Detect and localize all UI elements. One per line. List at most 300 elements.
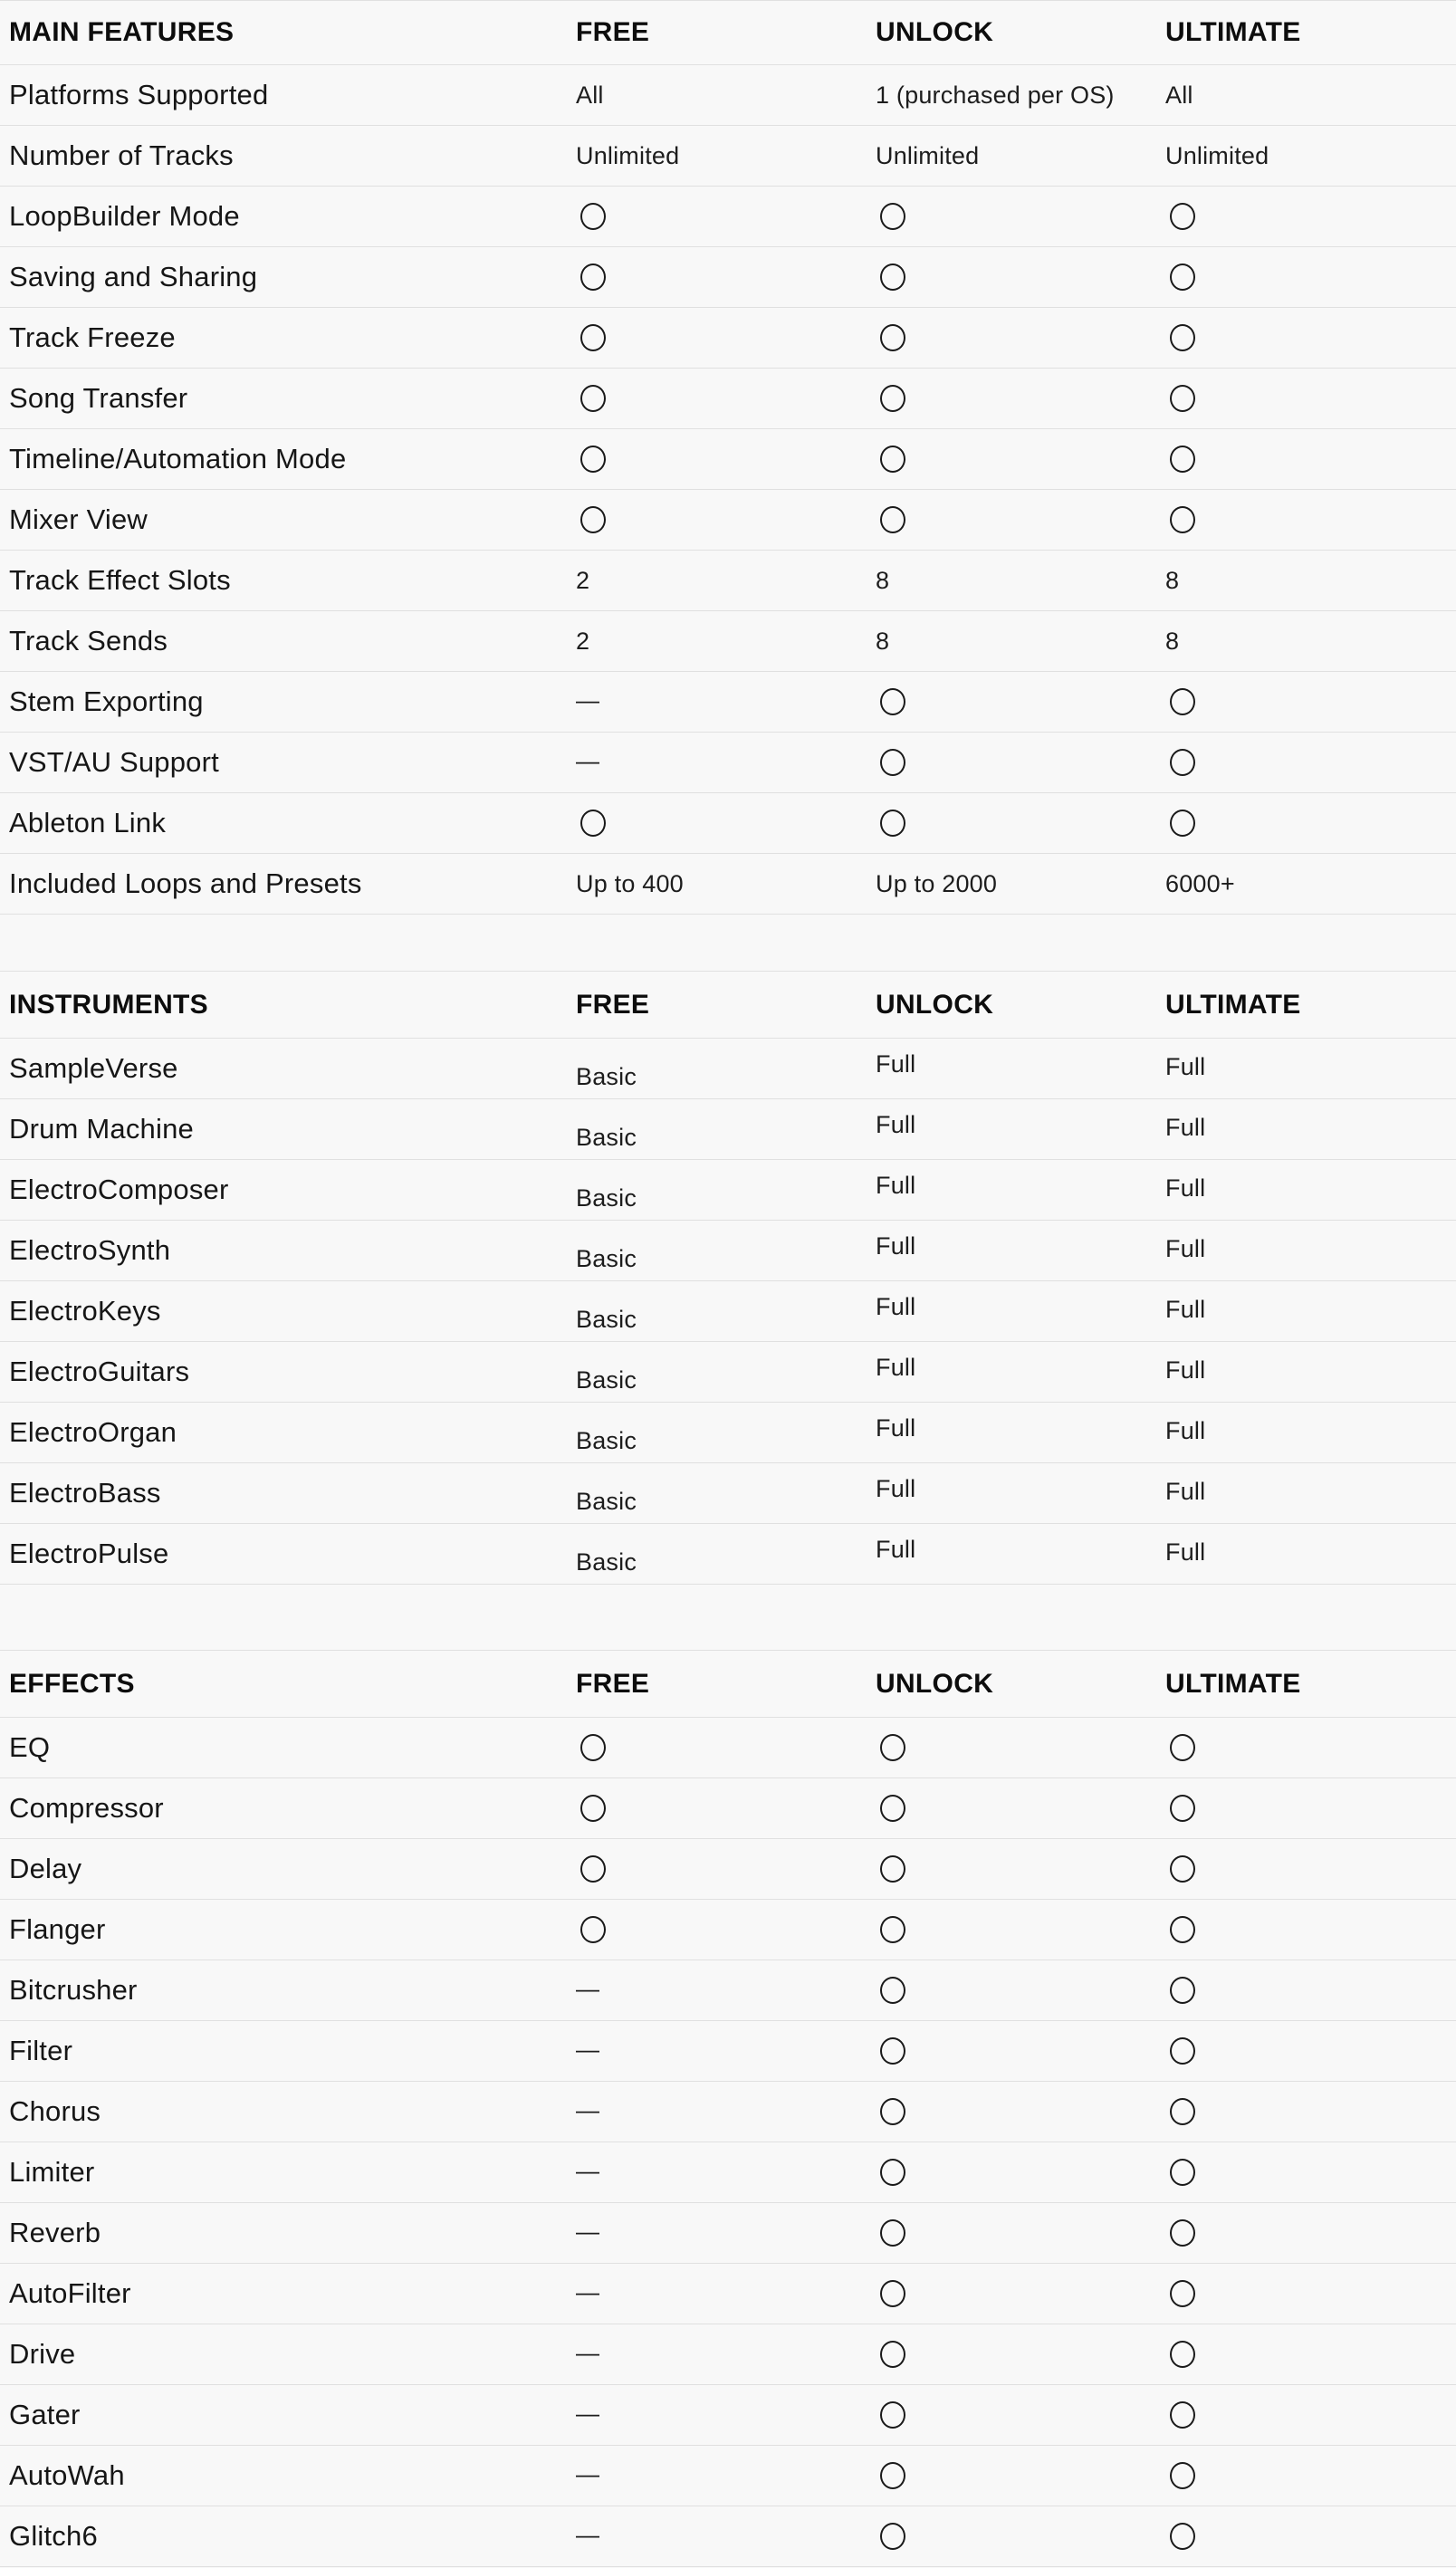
feature-label-cell <box>0 2217 572 2249</box>
feature-value-cell <box>1162 628 1456 656</box>
included-circle-icon <box>1170 264 1195 291</box>
feature-value-cell <box>572 2095 872 2126</box>
feature-label-cell <box>0 807 572 839</box>
column-header-cell <box>872 990 1162 1020</box>
feature-value-cell <box>872 385 1162 412</box>
feature-value-cell <box>872 81 1162 110</box>
feature-row <box>0 551 1456 611</box>
feature-label-cell <box>0 2095 572 2128</box>
feature-label-cell <box>0 2338 572 2371</box>
feature-label: Saving and Sharing <box>9 261 258 292</box>
included-circle-icon <box>1170 749 1195 776</box>
included-circle-icon <box>880 2219 905 2247</box>
feature-value-cell <box>872 1734 1162 1761</box>
feature-value-cell <box>572 2156 872 2187</box>
included-circle-icon <box>1170 506 1195 533</box>
feature-value-cell <box>572 2520 872 2551</box>
included-circle-icon <box>1170 2098 1195 2125</box>
included-circle-icon <box>1170 2219 1195 2247</box>
feature-value-text: Basic <box>576 1487 637 1515</box>
feature-value-cell <box>572 2338 872 2369</box>
included-circle-icon <box>580 385 606 412</box>
feature-row <box>0 1281 1456 1342</box>
feature-value-cell <box>1162 1477 1456 1508</box>
feature-value-text: Unlimited <box>1165 141 1269 169</box>
included-circle-icon <box>880 2523 905 2550</box>
not-included-dash-icon: — <box>576 746 599 774</box>
feature-value-cell <box>872 1795 1162 1822</box>
included-circle-icon <box>1170 324 1195 351</box>
feature-label-cell <box>0 1731 572 1764</box>
feature-value-cell <box>1162 1176 1456 1204</box>
feature-row <box>0 2324 1456 2385</box>
not-included-dash-icon: — <box>576 2277 599 2305</box>
feature-value-text: Full <box>1165 1477 1206 1505</box>
section-title: MAIN FEATURES <box>9 17 235 47</box>
feature-value-cell <box>1162 1052 1456 1083</box>
feature-value-cell <box>1162 688 1456 715</box>
feature-label: Limiter <box>9 2156 95 2188</box>
feature-value-cell <box>872 2159 1162 2186</box>
section-effects <box>0 1650 1456 2567</box>
not-included-dash-icon: — <box>576 2338 599 2366</box>
feature-value-cell <box>572 1916 872 1943</box>
feature-value-text: Full <box>876 1171 916 1199</box>
section-gap <box>0 1585 1456 1650</box>
feature-value-cell <box>872 1413 1162 1447</box>
included-circle-icon <box>1170 2280 1195 2307</box>
included-circle-icon <box>580 1916 606 1943</box>
feature-row <box>0 733 1456 793</box>
feature-row <box>0 1221 1456 1281</box>
column-header-ultimate: ULTIMATE <box>1165 989 1301 1020</box>
feature-value-cell <box>1162 506 1456 533</box>
feature-label: Track Freeze <box>9 321 176 353</box>
feature-value-cell <box>572 142 872 170</box>
feature-label: Glitch6 <box>9 2520 98 2552</box>
feature-value-cell <box>872 2219 1162 2247</box>
feature-row <box>0 308 1456 369</box>
feature-value-cell <box>872 446 1162 473</box>
included-circle-icon <box>880 688 905 715</box>
feature-value-cell <box>872 2280 1162 2307</box>
feature-value-text: Basic <box>576 1123 637 1151</box>
feature-value-cell <box>572 2037 872 2065</box>
not-included-dash-icon: — <box>576 2459 599 2487</box>
feature-value-cell <box>1162 2098 1456 2125</box>
feature-label: Ableton Link <box>9 807 167 838</box>
included-circle-icon <box>880 1795 905 1822</box>
feature-label-cell <box>0 1356 572 1388</box>
feature-value-text: 2 <box>576 627 590 655</box>
column-header-cell <box>1162 990 1456 1020</box>
feature-value-cell <box>1162 2219 1456 2247</box>
feature-label-cell <box>0 1974 572 2007</box>
feature-value-cell <box>1162 1540 1456 1568</box>
feature-row <box>0 65 1456 126</box>
feature-value-cell <box>1162 446 1456 473</box>
not-included-dash-icon: — <box>576 2095 599 2123</box>
feature-value-cell <box>572 1540 872 1576</box>
feature-value-text: Basic <box>576 1062 637 1090</box>
included-circle-icon <box>1170 385 1195 412</box>
feature-value-text: Basic <box>576 1548 637 1576</box>
feature-label-cell <box>0 2277 572 2310</box>
feature-row <box>0 1099 1456 1160</box>
feature-value-cell <box>872 688 1162 715</box>
feature-value-cell <box>1162 1234 1456 1265</box>
feature-value-cell <box>1162 2401 1456 2429</box>
feature-value-cell <box>872 2523 1162 2550</box>
included-circle-icon <box>880 264 905 291</box>
feature-row <box>0 2021 1456 2082</box>
feature-label-cell <box>0 2035 572 2067</box>
feature-value-text: 6000+ <box>1165 869 1235 897</box>
feature-value-cell <box>872 2341 1162 2368</box>
feature-value-cell <box>1162 264 1456 291</box>
included-circle-icon <box>1170 1855 1195 1883</box>
feature-value-cell <box>572 567 872 595</box>
feature-label-cell <box>0 1853 572 1885</box>
feature-label: LoopBuilder Mode <box>9 200 240 232</box>
feature-value-text: Full <box>1165 1295 1206 1323</box>
feature-label-cell <box>0 382 572 415</box>
included-circle-icon <box>1170 1795 1195 1822</box>
column-header-unlock: UNLOCK <box>876 989 994 1020</box>
included-circle-icon <box>580 324 606 351</box>
feature-row <box>0 672 1456 733</box>
feature-label-cell <box>0 503 572 536</box>
not-included-dash-icon: — <box>576 2035 599 2063</box>
feature-label: ElectroGuitars <box>9 1356 190 1387</box>
column-header-cell <box>872 17 1162 48</box>
feature-row <box>0 126 1456 187</box>
feature-value-text: Unlimited <box>876 141 980 169</box>
section-gap <box>0 915 1456 971</box>
included-circle-icon <box>580 203 606 230</box>
feature-label: Number of Tracks <box>9 139 234 171</box>
feature-value-text: Full <box>876 1535 916 1563</box>
feature-value-text: Basic <box>576 1183 637 1212</box>
feature-value-cell <box>1162 1113 1456 1144</box>
feature-row <box>0 611 1456 672</box>
feature-value-cell <box>1162 1977 1456 2004</box>
feature-label: Track Effect Slots <box>9 564 231 596</box>
feature-label-cell <box>0 1234 572 1267</box>
feature-row <box>0 1342 1456 1403</box>
feature-value-cell <box>872 1977 1162 2004</box>
feature-value-cell <box>872 1231 1162 1265</box>
feature-value-cell <box>872 2462 1162 2489</box>
feature-value-cell <box>1162 2159 1456 2186</box>
section-header-row <box>0 971 1456 1039</box>
feature-value-text: 8 <box>1165 566 1180 594</box>
feature-label-cell <box>0 1416 572 1449</box>
feature-value-text: All <box>576 81 604 109</box>
feature-label-cell <box>0 1538 572 1570</box>
feature-label: ElectroKeys <box>9 1295 161 1327</box>
included-circle-icon <box>580 810 606 837</box>
feature-label-cell <box>0 564 572 597</box>
feature-row <box>0 1960 1456 2021</box>
included-circle-icon <box>880 2341 905 2368</box>
feature-value-text: Full <box>1165 1356 1206 1384</box>
included-circle-icon <box>880 2401 905 2429</box>
feature-row <box>0 369 1456 429</box>
feature-value-cell <box>1162 749 1456 776</box>
column-header-cell <box>872 1669 1162 1700</box>
feature-row <box>0 2203 1456 2264</box>
column-header-cell <box>1162 17 1456 48</box>
feature-row <box>0 2264 1456 2324</box>
feature-value-text: Full <box>1165 1416 1206 1444</box>
feature-row <box>0 793 1456 854</box>
column-header-free: FREE <box>576 989 650 1020</box>
feature-value-cell <box>872 1855 1162 1883</box>
feature-value-text: 8 <box>876 627 890 655</box>
feature-value-text: Up to 400 <box>576 869 684 897</box>
feature-label-cell <box>0 79 572 111</box>
included-circle-icon <box>880 749 905 776</box>
feature-value-cell <box>872 1353 1162 1386</box>
column-header-cell <box>572 990 872 1020</box>
feature-value-cell <box>872 628 1162 656</box>
feature-value-cell <box>872 2401 1162 2429</box>
included-circle-icon <box>880 810 905 837</box>
feature-value-cell <box>872 1171 1162 1204</box>
feature-label-cell <box>0 1174 572 1206</box>
feature-value-cell <box>572 1795 872 1822</box>
feature-value-text: Basic <box>576 1244 637 1272</box>
feature-label: Track Sends <box>9 625 168 656</box>
feature-value-cell <box>572 1298 872 1333</box>
section-title-cell <box>0 17 572 48</box>
feature-label-cell <box>0 2520 572 2553</box>
feature-label-cell <box>0 200 572 233</box>
feature-label: Included Loops and Presets <box>9 867 362 899</box>
feature-value-cell <box>872 324 1162 351</box>
included-circle-icon <box>880 385 905 412</box>
feature-value-cell <box>572 810 872 837</box>
feature-value-text: Full <box>876 1231 916 1260</box>
feature-value-cell <box>1162 1416 1456 1447</box>
feature-label: ElectroOrgan <box>9 1416 177 1448</box>
feature-label: Stem Exporting <box>9 685 204 717</box>
feature-row <box>0 1039 1456 1099</box>
feature-value-cell <box>872 567 1162 595</box>
feature-row <box>0 2142 1456 2203</box>
feature-row <box>0 2385 1456 2446</box>
feature-value-text: Basic <box>576 1426 637 1454</box>
feature-label: EQ <box>9 1731 51 1763</box>
feature-value-cell <box>1162 1916 1456 1943</box>
feature-label-cell <box>0 1052 572 1085</box>
feature-row <box>0 1900 1456 1960</box>
feature-row <box>0 187 1456 247</box>
feature-label-cell <box>0 867 572 900</box>
feature-value-cell <box>572 385 872 412</box>
feature-row <box>0 429 1456 490</box>
feature-value-cell <box>572 1419 872 1454</box>
included-circle-icon <box>1170 2159 1195 2186</box>
feature-label: Song Transfer <box>9 382 188 414</box>
included-circle-icon <box>1170 1734 1195 1761</box>
feature-value-cell <box>1162 81 1456 110</box>
feature-value-text: Unlimited <box>576 141 680 169</box>
section-header-row <box>0 1 1456 65</box>
feature-value-cell <box>1162 142 1456 170</box>
included-circle-icon <box>880 1916 905 1943</box>
feature-value-text: Full <box>876 1474 916 1502</box>
feature-value-cell <box>872 203 1162 230</box>
feature-value-cell <box>872 142 1162 170</box>
feature-value-cell <box>872 870 1162 898</box>
feature-value-cell <box>872 1292 1162 1326</box>
feature-value-text: Full <box>876 1353 916 1381</box>
included-circle-icon <box>1170 2401 1195 2429</box>
feature-value-cell <box>872 749 1162 776</box>
feature-label-cell <box>0 2399 572 2431</box>
feature-label: Bitcrusher <box>9 1974 138 2006</box>
feature-label: ElectroBass <box>9 1477 161 1509</box>
feature-value-cell <box>1162 1855 1456 1883</box>
feature-value-cell <box>872 1049 1162 1083</box>
feature-row <box>0 1839 1456 1900</box>
column-header-unlock: UNLOCK <box>876 17 994 47</box>
feature-value-text: Basic <box>576 1365 637 1394</box>
included-circle-icon <box>580 446 606 473</box>
feature-value-cell <box>1162 870 1456 898</box>
feature-label: Flanger <box>9 1913 106 1945</box>
feature-value-cell <box>572 1855 872 1883</box>
included-circle-icon <box>880 446 905 473</box>
column-header-cell <box>1162 1669 1456 1700</box>
included-circle-icon <box>880 2159 905 2186</box>
included-circle-icon <box>580 506 606 533</box>
feature-value-cell <box>572 2459 872 2490</box>
feature-value-cell <box>572 446 872 473</box>
included-circle-icon <box>1170 2341 1195 2368</box>
feature-label-cell <box>0 321 572 354</box>
column-header-cell <box>572 1669 872 1700</box>
included-circle-icon <box>880 2462 905 2489</box>
feature-value-cell <box>572 685 872 716</box>
feature-label-cell <box>0 1113 572 1145</box>
included-circle-icon <box>880 506 905 533</box>
not-included-dash-icon: — <box>576 685 599 714</box>
not-included-dash-icon: — <box>576 2217 599 2245</box>
feature-value-cell <box>1162 2037 1456 2065</box>
included-circle-icon <box>1170 2462 1195 2489</box>
feature-value-cell <box>1162 1295 1456 1326</box>
feature-label: Chorus <box>9 2095 101 2127</box>
feature-value-cell <box>1162 2280 1456 2307</box>
feature-label: Timeline/Automation Mode <box>9 443 347 474</box>
feature-row <box>0 1718 1456 1778</box>
feature-value-cell <box>1162 203 1456 230</box>
feature-label: SampleVerse <box>9 1052 178 1084</box>
feature-label: ElectroPulse <box>9 1538 169 1569</box>
feature-value-cell <box>572 324 872 351</box>
feature-value-cell <box>872 1474 1162 1508</box>
feature-value-cell <box>872 1916 1162 1943</box>
feature-value-cell <box>572 264 872 291</box>
feature-value-cell <box>1162 385 1456 412</box>
feature-value-text: Full <box>876 1413 916 1442</box>
feature-value-text: Full <box>876 1292 916 1320</box>
section-title: INSTRUMENTS <box>9 989 208 1020</box>
feature-value-cell <box>572 1055 872 1090</box>
included-circle-icon <box>1170 1916 1195 1943</box>
feature-row <box>0 2446 1456 2506</box>
feature-label: Mixer View <box>9 503 148 535</box>
feature-value-text: 8 <box>1165 627 1180 655</box>
feature-value-cell <box>1162 1734 1456 1761</box>
section-main-features <box>0 1 1456 915</box>
feature-value-cell <box>1162 567 1456 595</box>
feature-value-text: Full <box>1165 1052 1206 1080</box>
feature-value-cell <box>572 2219 872 2247</box>
feature-label: Drive <box>9 2338 76 2370</box>
feature-value-cell <box>572 506 872 533</box>
feature-value-cell <box>572 203 872 230</box>
feature-value-text: Full <box>1165 1113 1206 1141</box>
feature-row <box>0 2082 1456 2142</box>
included-circle-icon <box>880 2098 905 2125</box>
feature-value-cell <box>572 1116 872 1151</box>
included-circle-icon <box>880 324 905 351</box>
feature-value-cell <box>572 1358 872 1394</box>
section-instruments <box>0 971 1456 1585</box>
feature-value-cell <box>872 2037 1162 2065</box>
feature-value-text: Full <box>876 1110 916 1138</box>
included-circle-icon <box>880 1977 905 2004</box>
feature-label: AutoWah <box>9 2459 125 2491</box>
feature-label-cell <box>0 746 572 779</box>
included-circle-icon <box>1170 2523 1195 2550</box>
feature-value-text: Full <box>1165 1174 1206 1202</box>
feature-label-cell <box>0 685 572 718</box>
included-circle-icon <box>880 1734 905 1761</box>
section-title: EFFECTS <box>9 1668 135 1699</box>
feature-label: Delay <box>9 1853 82 1884</box>
feature-value-cell <box>872 506 1162 533</box>
not-included-dash-icon: — <box>576 1974 599 2002</box>
included-circle-icon <box>880 2280 905 2307</box>
feature-label-cell <box>0 1913 572 1946</box>
section-title-cell <box>0 1669 572 1700</box>
feature-row <box>0 1778 1456 1839</box>
column-header-cell <box>572 17 872 48</box>
included-circle-icon <box>1170 810 1195 837</box>
feature-value-cell <box>572 746 872 777</box>
feature-value-text: Basic <box>576 1305 637 1333</box>
feature-row <box>0 1524 1456 1585</box>
feature-value-cell <box>872 1110 1162 1144</box>
feature-label: Drum Machine <box>9 1113 194 1145</box>
included-circle-icon <box>1170 203 1195 230</box>
feature-value-cell <box>1162 2341 1456 2368</box>
feature-label: Platforms Supported <box>9 79 269 110</box>
column-header-ultimate: ULTIMATE <box>1165 17 1301 47</box>
feature-value-cell <box>572 870 872 898</box>
feature-label: VST/AU Support <box>9 746 219 778</box>
feature-label: ElectroSynth <box>9 1234 171 1266</box>
feature-value-text: Full <box>876 1049 916 1078</box>
feature-label: Filter <box>9 2035 73 2066</box>
feature-row <box>0 247 1456 308</box>
column-header-ultimate: ULTIMATE <box>1165 1668 1301 1699</box>
